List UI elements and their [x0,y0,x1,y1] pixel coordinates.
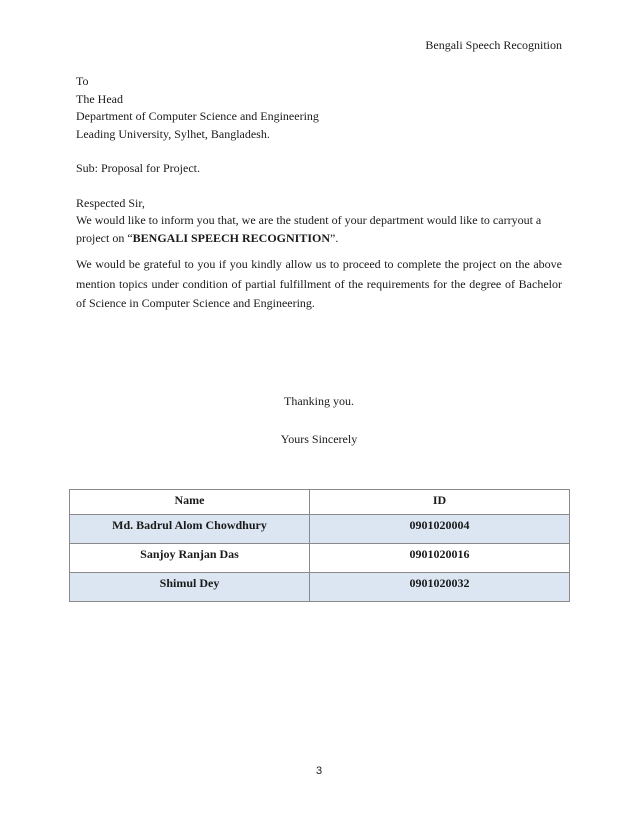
paragraph-1-line-2 [76,230,562,248]
header-name: Name [70,490,310,515]
member-name: Md. Badrul Alom Chowdhury [70,515,310,544]
address-to: To [76,74,89,88]
letter-body [76,73,562,314]
header-id: ID [310,490,570,515]
paragraph-2: We would be grateful to you if you kindly allow us to proceed to complete the project on the above mention topics under condition of partial fulfillment of the requirements for the degree of Bachelor of Science in Computer Science and Engineering. [76,257,562,310]
table-row [70,544,570,573]
paragraph-1-prefix: project on “ [76,230,133,245]
spacer [76,178,562,195]
member-id: 0901020016 [310,544,570,573]
member-id: 0901020004 [310,515,570,544]
member-name: Shimul Dey [70,573,310,602]
closing-thanks: Thanking you. [284,394,354,408]
page-number: 3 [315,765,323,777]
paragraph-1-suffix: ”. [330,230,339,245]
address-institution: Leading University, Sylhet, Bangladesh. [76,126,270,141]
paragraph-1-line-1: We would like to inform you that, we are the student of your department would like to carryout a [76,213,542,227]
spacer [76,143,562,160]
closing-sign-off: Yours Sincerely [280,432,358,446]
address-department: Department of Computer Science and Engineering [76,109,319,123]
running-header: Bengali Speech Recognition [425,38,562,52]
table-row [70,515,570,544]
spacer [76,247,562,255]
member-name: Sanjoy Ranjan Das [70,544,310,573]
member-id: 0901020032 [310,573,570,602]
project-name: BENGALI SPEECH RECOGNITION [132,230,331,245]
subject-line: Sub: Proposal for Project. [76,161,200,175]
table-row [70,573,570,602]
salutation: Respected Sir, [76,195,145,210]
table-header-row [70,490,570,515]
members-table [69,489,570,602]
address-recipient: The Head [76,91,123,106]
